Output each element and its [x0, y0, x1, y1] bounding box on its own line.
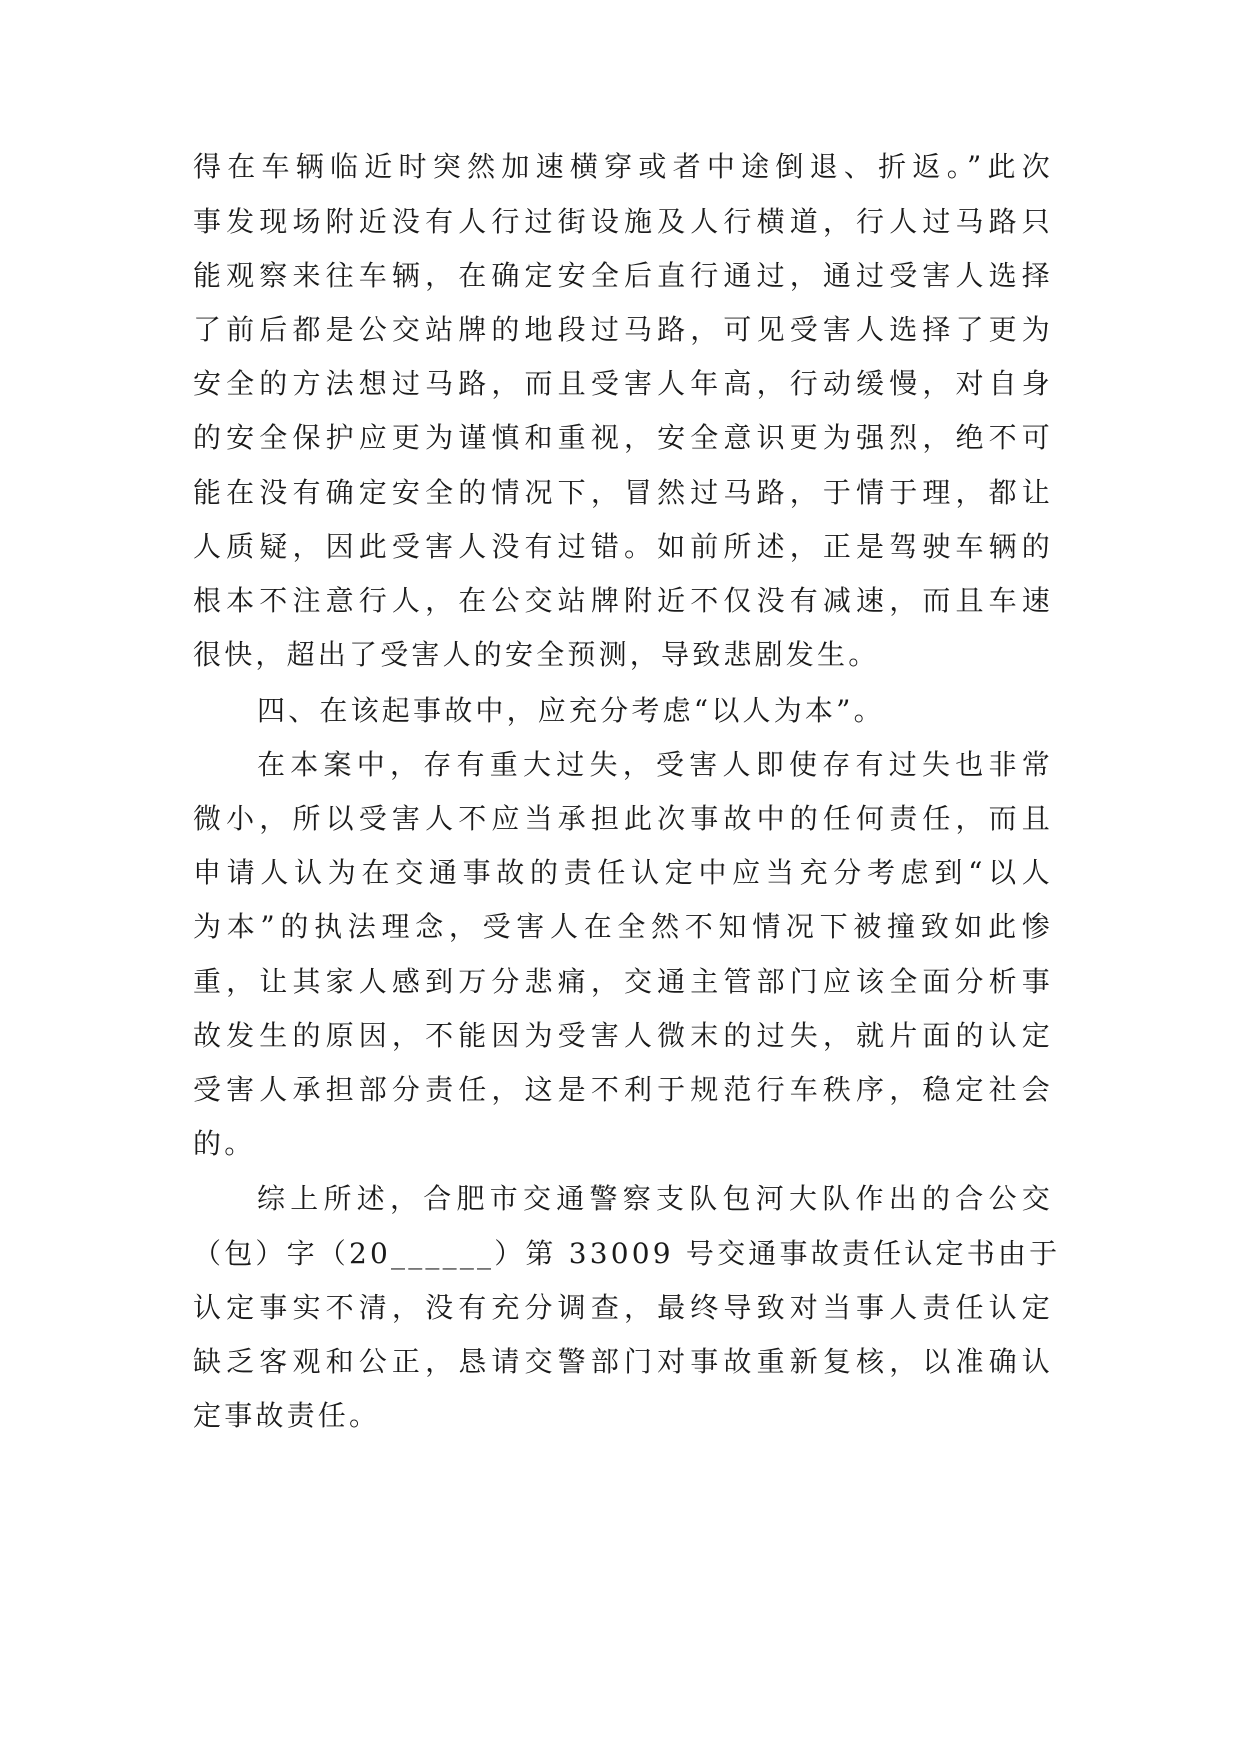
- text-line-23: 缺乏客观和公正，恳请交警部门对事故重新复核，以准确认: [193, 1345, 1053, 1378]
- section-heading-4: 四、在该起事故中，应充分考虑“以人为本”。: [257, 694, 885, 727]
- text-line-8: 人质疑，因此受害人没有过错。如前所述，正是驾驶车辆的: [193, 530, 1053, 563]
- text-line-21: （包）字（20______）第 33009 号交通事故责任认定书由于: [193, 1237, 1061, 1270]
- text-line-2: 事发现场附近没有人行过街设施及人行横道，行人过马路只: [193, 205, 1053, 238]
- text-line-13: 微小，所以受害人不应当承担此次事故中的任何责任，而且: [193, 802, 1053, 835]
- text-line-18: 受害人承担部分责任，这是不利于规范行车秩序，稳定社会: [193, 1073, 1053, 1106]
- text-line-24: 定事故责任。: [193, 1399, 381, 1432]
- text-line-17: 故发生的原因，不能因为受害人微末的过失，就片面的认定: [193, 1019, 1053, 1052]
- text-line-16: 重，让其家人感到万分悲痛，交通主管部门应该全面分析事: [193, 965, 1053, 998]
- text-line-20: 综上所述，合肥市交通警察支队包河大队作出的合公交: [257, 1182, 1053, 1215]
- text-line-3: 能观察来往车辆，在确定安全后直行通过，通过受害人选择: [193, 259, 1053, 292]
- text-line-12: 在本案中，存有重大过失，受害人即使存有过失也非常: [257, 748, 1053, 781]
- text-line-19: 的。: [193, 1127, 256, 1160]
- text-line-4: 了前后都是公交站牌的地段过马路，可见受害人选择了更为: [193, 313, 1053, 346]
- text-line-10: 很快，超出了受害人的安全预测，导致悲剧发生。: [193, 638, 880, 671]
- text-line-6: 的安全保护应更为谨慎和重视，安全意识更为强烈，绝不可: [193, 421, 1053, 454]
- text-line-1: 得在车辆临近时突然加速横穿或者中途倒退、折返。”此次: [193, 150, 1053, 183]
- text-line-5: 安全的方法想过马路，而且受害人年高，行动缓慢，对自身: [193, 367, 1053, 400]
- text-line-22: 认定事实不清，没有充分调查，最终导致对当事人责任认定: [193, 1291, 1053, 1324]
- text-line-9: 根本不注意行人，在公交站牌附近不仅没有减速，而且车速: [193, 584, 1053, 617]
- text-line-7: 能在没有确定安全的情况下，冒然过马路，于情于理，都让: [193, 476, 1053, 509]
- text-line-14: 申请人认为在交通事故的责任认定中应当充分考虑到“以人: [193, 856, 1053, 889]
- text-line-15: 为本”的执法理念，受害人在全然不知情况下被撞致如此惨: [193, 910, 1053, 943]
